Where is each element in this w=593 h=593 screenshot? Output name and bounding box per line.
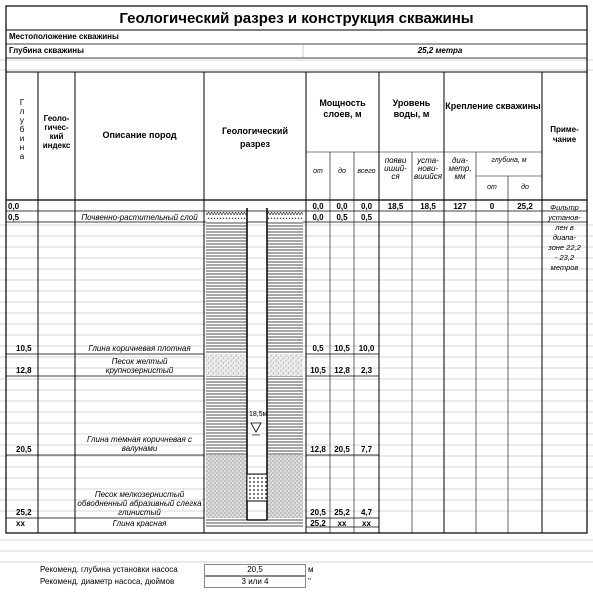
- row-5-description: Песок мелкозернистый обводненный абразивный слегка глинистый: [77, 490, 202, 517]
- row-1-depth: 0,5: [8, 213, 20, 222]
- row-2-total: 10,0: [358, 344, 375, 353]
- row-4-from: 12,8: [310, 445, 326, 454]
- row-6-depth: хх: [16, 519, 25, 528]
- row-2-depth: 10,5: [16, 344, 32, 353]
- row-2-description: Глина коричневая плотная: [88, 344, 191, 353]
- red-clay-layer: [206, 518, 303, 527]
- header-casing-diameter: диа- метр, мм: [448, 156, 472, 181]
- header-index: Геоло- гичес- кий индекс: [42, 114, 71, 150]
- header-casing: Крепление скважины: [445, 101, 541, 111]
- header-casing-to: до: [521, 184, 529, 191]
- row-2-to: 10,5: [334, 344, 350, 353]
- row-0-depth: 0,0: [8, 202, 20, 211]
- pump-depth-label: Рекоменд. глубина установки насоса: [40, 565, 178, 574]
- row-5-depth: 25,2: [16, 508, 32, 517]
- row-0-total: 0,0: [360, 202, 373, 211]
- row-6-total: хх: [362, 519, 371, 528]
- row-3-description: Песок желтый крупнозернистый: [105, 357, 174, 375]
- row-3-to: 12,8: [334, 366, 350, 375]
- header-section: Геологический разрез: [222, 126, 288, 149]
- row-3-total: 2,3: [360, 366, 373, 375]
- row-5-total: 4,7: [360, 508, 373, 517]
- casing-diameter-value: 127: [453, 202, 467, 211]
- pump-diameter-unit: ": [308, 577, 311, 586]
- row-4-depth: 20,5: [16, 445, 32, 454]
- row-1-to: 0,5: [336, 213, 348, 222]
- water-appeared-value: 18,5: [387, 202, 404, 211]
- row-6-to: хх: [337, 519, 347, 528]
- water-level-icon: [251, 423, 261, 432]
- depth-label: Глубина скважины: [9, 46, 84, 55]
- row-3-depth: 12,8: [16, 366, 32, 375]
- soil-layer-left: [206, 212, 247, 219]
- casing-from-value: 0: [489, 202, 495, 211]
- row-4-description: Глина темная коричневая с валунами: [87, 435, 192, 453]
- row-1-description: Почвенно-растительный слой: [81, 213, 198, 222]
- header-thickness-to: до: [338, 168, 346, 175]
- row-6-from: 25,2: [310, 519, 326, 528]
- location-label: Местоположение скважины: [9, 32, 119, 41]
- row-5-to: 25,2: [334, 508, 350, 517]
- header-thickness-from: от: [313, 168, 323, 175]
- header-water: Уровень воды, м: [392, 98, 431, 119]
- clay-layer-1-right: [267, 221, 303, 354]
- filter-screen: [247, 474, 267, 501]
- header-casing-depth: глубина, м: [491, 157, 527, 164]
- row-4-to: 20,5: [334, 445, 350, 454]
- row-0-from: 0,0: [312, 202, 324, 211]
- sand-layer-left: [206, 354, 247, 376]
- fine-sand-layer-right: [267, 455, 303, 518]
- row-1-total: 0,5: [360, 213, 373, 222]
- soil-layer-right: [267, 212, 303, 219]
- depth-value: 25,2 метра: [417, 46, 463, 55]
- page-title: Геологический разрез и конструкция скважины: [119, 10, 474, 27]
- clay-layer-2-right: [267, 376, 303, 455]
- sand-layer-right: [267, 354, 303, 376]
- clay-layer-2-left: [206, 376, 247, 455]
- row-5-from: 20,5: [310, 508, 326, 517]
- header-thickness: Мощность слоев, м: [319, 98, 366, 119]
- water-level-label: 18,5м: [249, 411, 268, 418]
- casing-to-value: 25,2: [517, 202, 533, 211]
- header-water-static: уста- нови- вшийся: [414, 156, 442, 181]
- pump-diameter-label: Рекоменд. диаметр насоса, дюймов: [40, 577, 175, 586]
- row-1-from: 0,0: [312, 213, 324, 222]
- row-4-total: 7,7: [360, 445, 373, 454]
- pump-depth-field[interactable]: 20,5: [204, 564, 306, 576]
- row-6-description: Глина красная: [112, 519, 167, 528]
- header-note: Приме- чание: [550, 125, 579, 144]
- clay-layer-1-left: [206, 221, 247, 354]
- water-static-value: 18,5: [420, 202, 436, 211]
- header-thickness-total: всего: [357, 168, 376, 175]
- row-2-from: 0,5: [312, 344, 324, 353]
- header-description: Описание пород: [102, 130, 177, 140]
- header-depth: Г л у б и н а: [19, 98, 27, 161]
- header-casing-from: от: [487, 184, 497, 191]
- row-0-to: 0,0: [336, 202, 348, 211]
- note-text: Фильтр установ- лен в диапа- зоне 22,2 - 23,2 метров: [548, 203, 581, 272]
- header-water-appeared: появи иший- ся: [384, 156, 407, 181]
- pump-depth-unit: м: [308, 565, 314, 574]
- pump-diameter-field[interactable]: 3 или 4: [204, 576, 306, 588]
- row-3-from: 10,5: [310, 366, 326, 375]
- fine-sand-layer-left: [206, 455, 247, 518]
